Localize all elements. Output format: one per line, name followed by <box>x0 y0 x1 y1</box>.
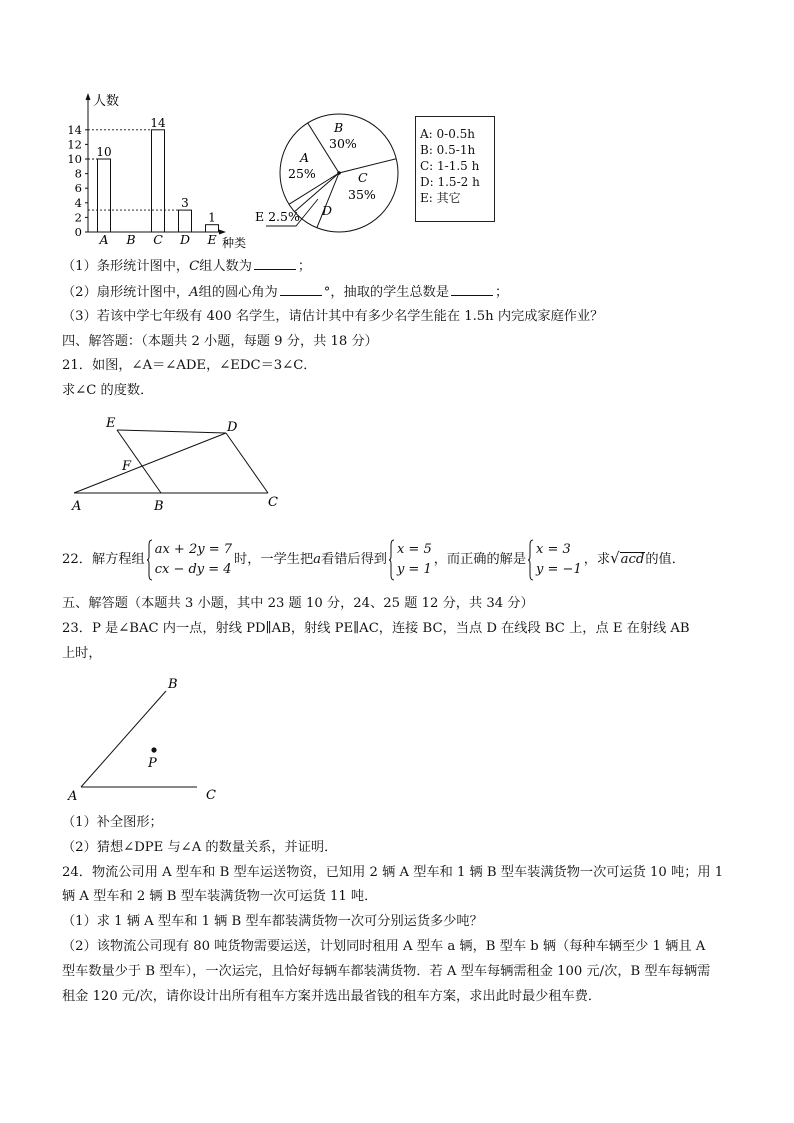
q24-line1: 24．物流公司用 A 型车和 B 型车运送物资，已知用 2 辆 A 型车和 1 辆 B 型车装满货物一次可运货 10 吨；用 1 <box>62 865 724 880</box>
section-4-heading: 四、解答题：（本题共 2 小题，每题 9 分，共 18 分） <box>62 334 378 349</box>
pie-label-b-pct: 30% <box>329 136 357 151</box>
q22-mid1: 时，一学生把 <box>234 552 314 567</box>
q21-label-c: C <box>268 495 278 510</box>
bar-y-tick-label: 8 <box>74 166 82 181</box>
q23-ray-ab <box>81 691 166 787</box>
legend-item-d: D: 1.5-2 h <box>420 175 480 189</box>
section-5-heading: 五、解答题（本题共 3 小题，其中 23 题 10 分，24、25 题 12 分，共 34 分） <box>62 596 534 611</box>
q23-part2: （2）猜想∠DPE 与∠A 的数量关系，并证明． <box>62 840 338 855</box>
q22-mid3: ，而正确的解是 <box>433 552 527 567</box>
q22-mid2: 看错后得到 <box>321 552 387 567</box>
pie-label-c: C <box>358 170 368 185</box>
legend-item-a: A: 0-0.5h <box>420 127 476 141</box>
q22-eq2: cx − dy = 4 <box>154 561 232 577</box>
bar-category-label: D <box>179 232 191 247</box>
pie-label-a-pct: 25% <box>288 166 316 181</box>
q22-correct-y: y = −1 <box>536 561 582 577</box>
bar-y-title: 人数 <box>93 94 120 109</box>
q24-part1: （1）求 1 辆 A 型车和 1 辆 B 型车都装满货物一次可分别运货多少吨？ <box>62 914 483 929</box>
pie-label-a: A <box>300 150 310 165</box>
pie-label-b: B <box>334 120 344 135</box>
q20-p2-text-e: ； <box>495 285 509 300</box>
q24-line2: 辆 A 型车和 2 辆 B 型车装满货物一次可运货 11 吨． <box>62 889 378 904</box>
q22-eq1: ax + 2y = 7 <box>154 541 233 557</box>
q21-label-a: A <box>72 499 82 514</box>
q23-point-p <box>151 747 156 752</box>
q24-part2-c: 租金 120 元/次，请你设计出所有租车方案并选出最省钱的租车方案，求出此时最少租车费． <box>62 989 602 1004</box>
legend-item-c: C: 1-1.5 h <box>420 159 480 173</box>
q24-part2-a: （2）该物流公司现有 80 吨货物需要运送，计划同时租用 A 型车 a 辆，B 型车 b 辆（每种车辆至少 1 辆且 A <box>62 939 706 954</box>
q23-label-c: C <box>206 788 216 803</box>
pie-legend <box>415 116 495 222</box>
q23-line2: 上时， <box>62 646 102 661</box>
legend-item-e: E: 其它 <box>420 191 461 205</box>
bar-y-tick-label: 14 <box>67 122 82 137</box>
q20-p2-text-a: （2）扇形统计图中， <box>62 285 190 300</box>
q20-p1-text-c: 组人数为 <box>199 259 252 274</box>
q23-label-a: A <box>68 789 78 804</box>
bar-y-tick-label: 4 <box>74 195 82 210</box>
q22-mid4: ，求 <box>583 552 611 567</box>
q20-p1-text-d: ； <box>297 259 312 274</box>
legend-item-b: B: 0.5-1h <box>420 143 476 157</box>
bar-category-label: A <box>99 232 109 247</box>
q23-label-b: B <box>168 677 178 692</box>
bar-category-label: C <box>153 232 163 247</box>
q20-p2-total-blank[interactable] <box>451 283 493 296</box>
q22-wrong-y: y = 1 <box>396 561 432 577</box>
pie-center <box>337 171 341 175</box>
bar-category-label: E <box>207 232 217 247</box>
q21-statement: 21．如图，∠A＝∠ADE，∠EDC＝3∠C． <box>62 358 317 373</box>
q21-label-e: E <box>106 416 116 431</box>
bar-y-tick-label: 0 <box>74 225 82 239</box>
q20-p1-var: C <box>189 259 200 274</box>
q22-prefix: 22．解方程组 <box>62 552 145 567</box>
q22-suffix: 的值． <box>645 552 685 567</box>
q22-wrong-solution <box>389 540 432 580</box>
q21-question: 求∠C 的度数． <box>62 383 154 398</box>
q24-part2-b: 型车数量少于 B 型车），一次运完，且恰好每辆车都装满货物．若 A 型车每辆需租金 100 元/次，B 型车每辆需 <box>62 964 711 979</box>
q20-p2-text-c: 组的圆心角为 <box>198 285 278 300</box>
q22-correct-x: x = 3 <box>536 541 571 557</box>
bar-y-tick-label: 2 <box>74 210 82 225</box>
q20-p1-text-a: （1）条形统计图中， <box>62 259 190 274</box>
q22-sqrt-radicand: acd <box>620 552 645 567</box>
q23-label-p: P <box>148 756 157 771</box>
q20-p2-text-d: °，抽取的学生总数是 <box>323 285 450 300</box>
q23-figure <box>0 0 240 810</box>
pie-label-d: D <box>322 203 333 218</box>
bar-x-title: 种类 <box>222 236 247 250</box>
bar-value-label: 3 <box>181 196 189 211</box>
q22-sqrt: √acd <box>610 549 645 567</box>
bar-y-tick-label: 12 <box>67 137 82 152</box>
bar-y-tick-label: 10 <box>67 152 82 166</box>
q21-label-f: F <box>122 459 132 474</box>
bar-value-label: 10 <box>96 145 112 159</box>
q23-part1: （1）补全图形； <box>62 815 163 830</box>
q22-wrong-brace <box>389 540 395 580</box>
bar-category-label: B <box>126 232 136 247</box>
q22-wrong-x: x = 5 <box>396 541 432 557</box>
q23-line1: 23．P 是∠BAC 内一点，射线 PD∥AB，射线 PE∥AC，连接 BC，当点 D 在线段 BC 上，点 E 在射线 AB <box>62 621 690 636</box>
q20-part3: （3）若该中学七年级有 400 名学生，请估计其中有多少名学生能在 1.5h 内完成家庭作业？ <box>62 309 604 324</box>
q21-label-d: D <box>227 420 238 435</box>
q20-p2-var: A <box>189 285 199 300</box>
bar-value-label: 14 <box>150 115 166 130</box>
q22-correct-brace <box>528 540 534 580</box>
bar-y-tick-label: 6 <box>74 181 82 196</box>
q22-correct-solution <box>528 540 582 580</box>
bar-value-label: 1 <box>208 210 216 225</box>
pie-label-e: E 2.5% <box>255 209 300 224</box>
q22-var-a: a <box>313 552 322 567</box>
q21-label-b: B <box>154 499 164 514</box>
pie-label-c-pct: 35% <box>348 187 376 202</box>
